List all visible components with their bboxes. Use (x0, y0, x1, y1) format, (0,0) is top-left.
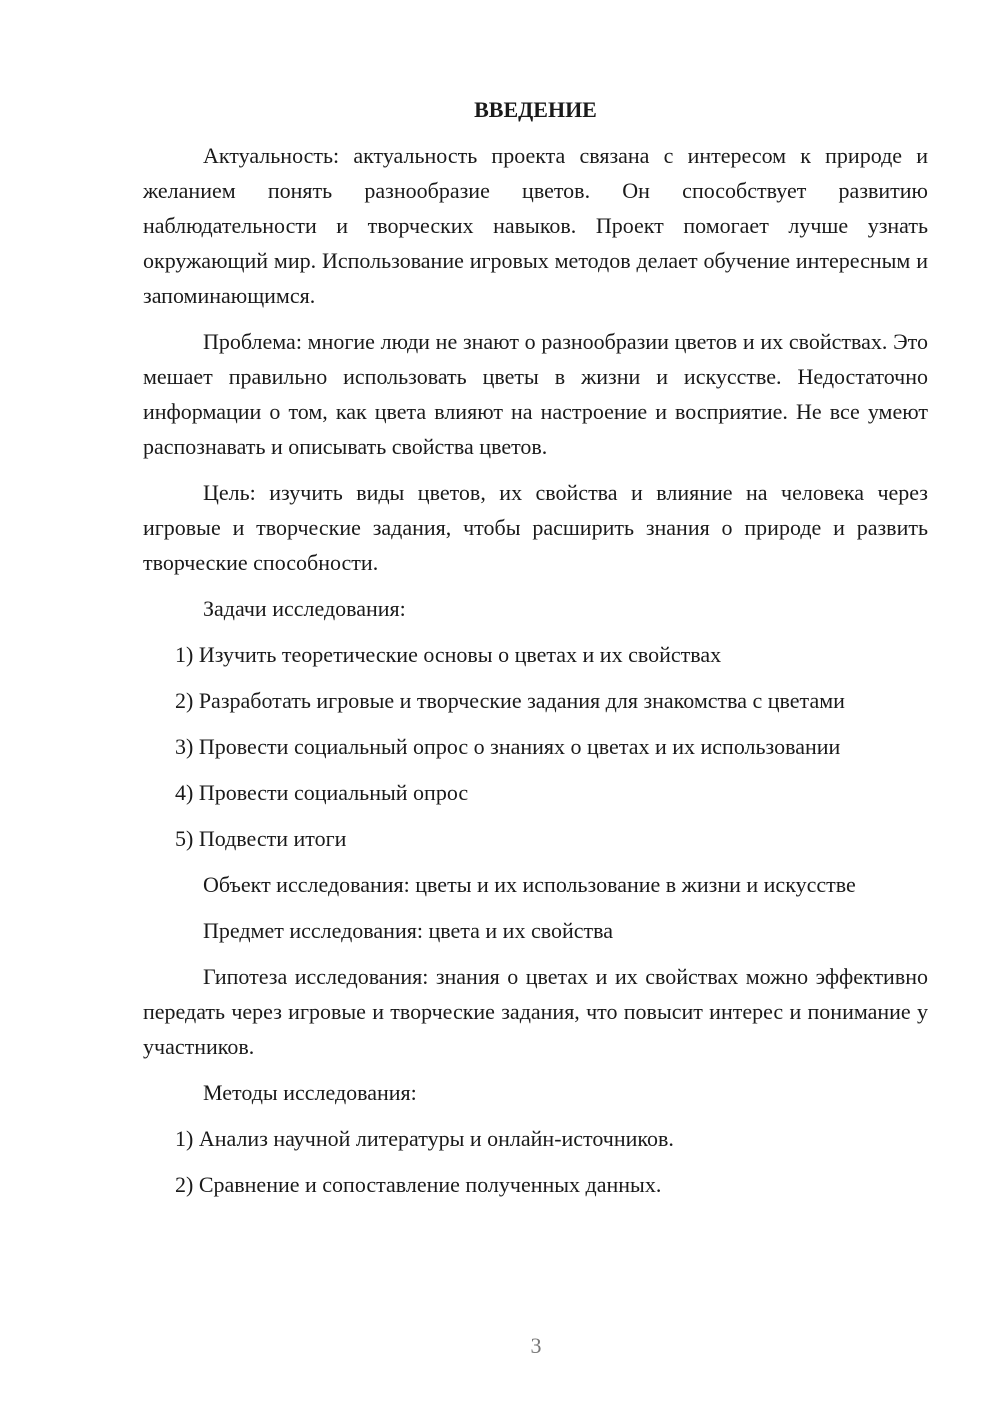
object-paragraph: Объект исследования: цветы и их использование в жизни и искусстве (203, 872, 856, 897)
method-item: 2) Сравнение и сопоставление полученных данных. (175, 1172, 662, 1197)
task-item: 5) Подвести итоги (175, 826, 347, 851)
hypothesis-paragraph: Гипотеза исследования: знания о цветах и их свойствах можно эффективно передать через игровые и творческие задания, что повысит интерес и понимание у участников. (143, 964, 928, 1059)
task-item: 3) Провести социальный опрос о знаниях о цветах и их использовании (175, 734, 841, 759)
task-item: 4) Провести социальный опрос (175, 780, 469, 805)
methods-heading: Методы исследования: (203, 1080, 417, 1105)
page-content (143, 95, 928, 1213)
method-item: 1) Анализ научной литературы и онлайн-источников. (175, 1126, 674, 1151)
subject-paragraph: Предмет исследования: цвета и их свойства (203, 918, 613, 943)
problem-paragraph: Проблема: многие люди не знают о разнообразии цветов и их свойствах. Это мешает правильно использовать цветы в жизни и искусстве. Недостаточно информации о том, как цвета влияют на настроение и восприятие. Не все умеют распознавать и описывать свойства цветов. (143, 329, 928, 459)
page-number: 3 (530, 1333, 542, 1358)
tasks-heading: Задачи исследования: (203, 596, 406, 621)
task-item: 1) Изучить теоретические основы о цветах и их свойствах (175, 642, 722, 667)
relevance-paragraph: Актуальность: актуальность проекта связана с интересом к природе и желанием понять разнообразие цветов. Он способствует развитию наблюдательности и творческих навыков. Проект помогает лучше узнать окружающий мир. Использование игровых методов делает обучение интересным и запоминающимся. (143, 143, 928, 308)
task-item: 2) Разработать игровые и творческие задания для знакомства с цветами (175, 688, 845, 713)
page-title: ВВЕДЕНИЕ (474, 97, 597, 122)
goal-paragraph: Цель: изучить виды цветов, их свойства и влияние на человека через игровые и творческие задания, чтобы расширить знания о природе и развить творческие способности. (143, 480, 928, 575)
